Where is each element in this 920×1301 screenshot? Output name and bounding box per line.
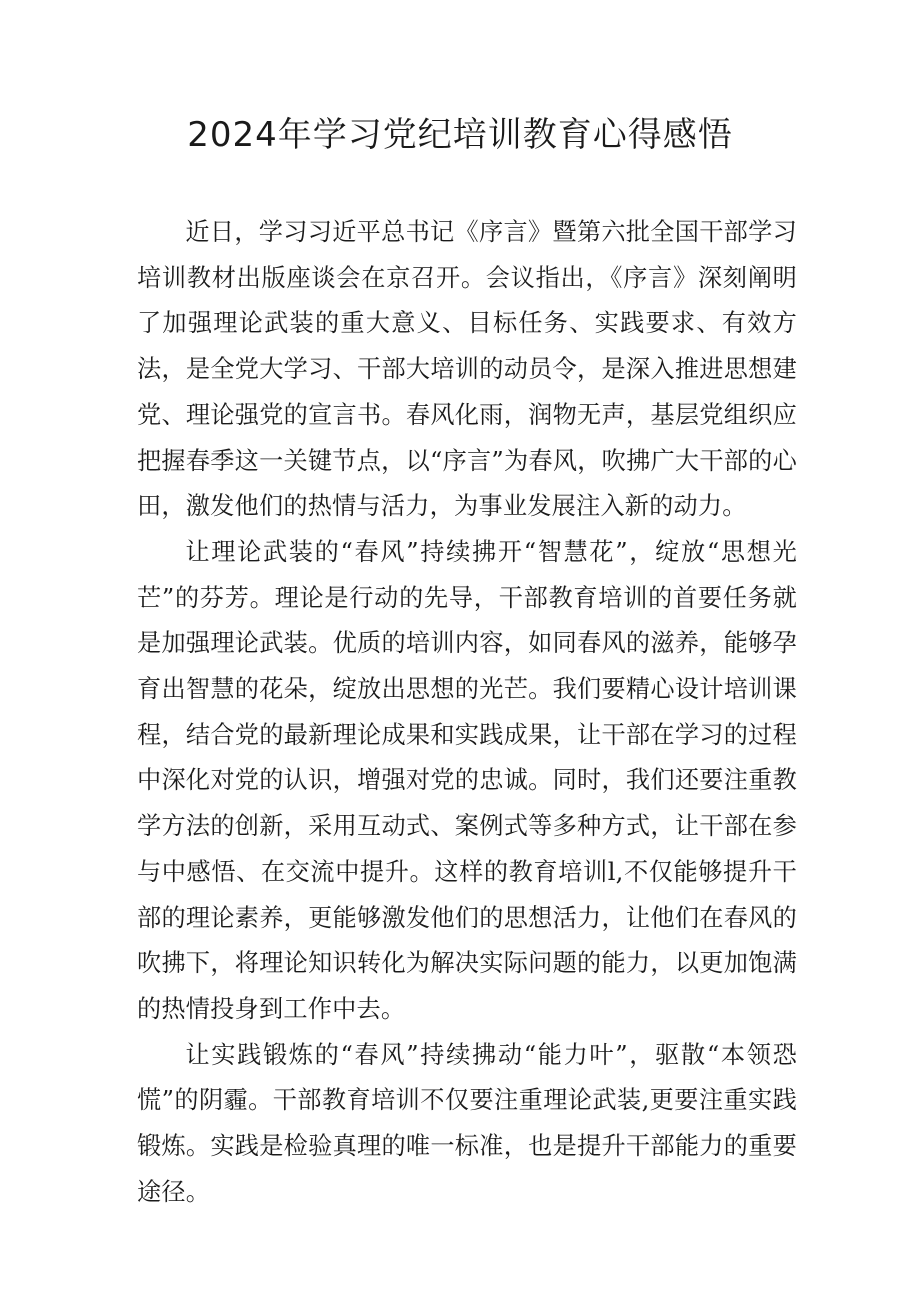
paragraph: 让理论武装的“春风”持续拂开“智慧花”，绽放“思想光芒”的芬芳。理论是行动的先导，干部教育培训的首要任务就是加强理论武装。优质的培训内容，如同春风的滋养，能够孕育出智慧的花朵，绽放出思想的光芒。我们要精心设计培训课程，结合党的最新理论成果和实践成果，让干部在学习的过程中深化对党的认识，增强对党的忠诚。同时，我们还要注重教学方法的创新，采用互动式、案例式等多种方式，让干部在参与中感悟、在交流中提升。这样的教育培训l,不仅能够提升干部的理论素养，更能够激发他们的思想活力，让他们在春风的吹拂下，将理论知识转化为解决实际问题的能力，以更加饱满的热情投身到工作中去。 (137, 537, 797, 1023)
document-body (137, 210, 797, 1215)
paragraph: 近日，学习习近平总书记《序言》暨第六批全国干部学习培训教材出版座谈会在京召开。会议指出，《序言》深刻阐明了加强理论武装的重大意义、目标任务、实践要求、有效方法，是全党大学习、干部大培训的动员令，是深入推进思想建党、理论强党的宣言书。春风化雨，润物无声，基层党组织应把握春季这一关键节点，以“序言”为春风，吹拂广大干部的心田，激发他们的热情与活力，为事业发展注入新的动力。 (137, 218, 797, 521)
document-title: 2024年学习党纪培训教育心得感悟 (187, 115, 733, 155)
paragraph: 让实践锻炼的“春风”持续拂动“能力叶”，驱散“本领恐慌”的阴霾。干部教育培训不仅要注重理论武装,更要注重实践锻炼。实践是检验真理的唯一标准，也是提升干部能力的重要途径。 (137, 1040, 797, 1206)
